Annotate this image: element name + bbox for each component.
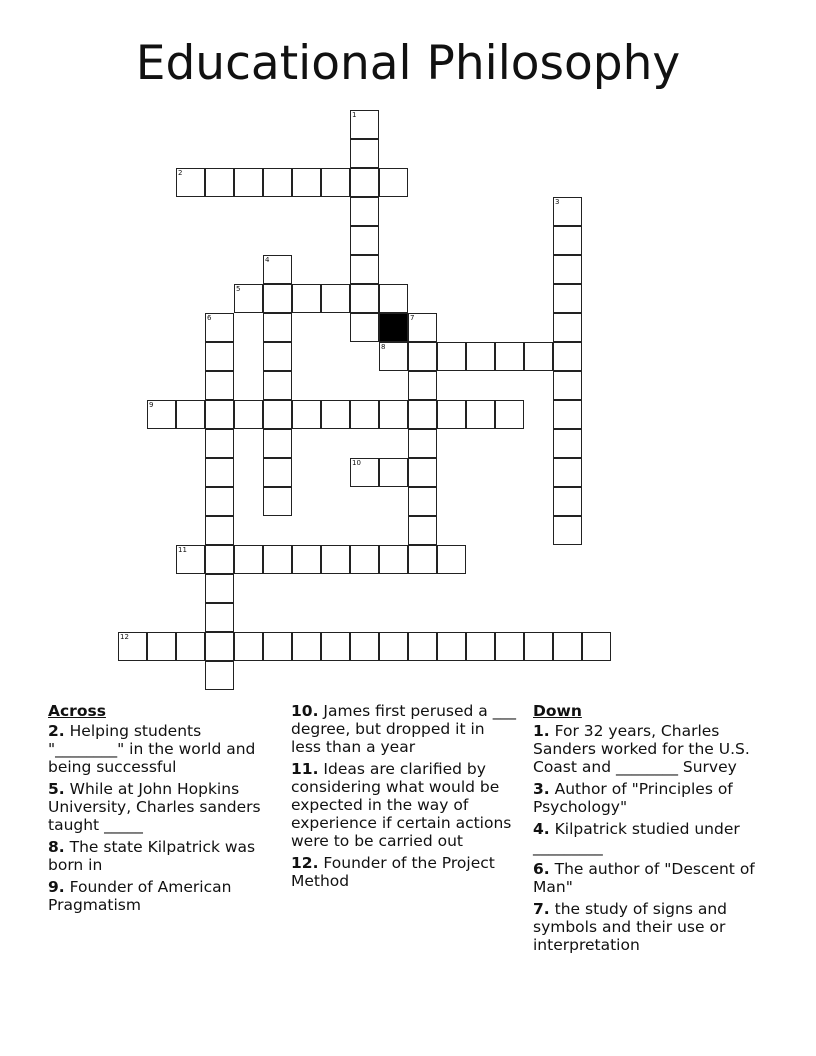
grid-cell[interactable] — [234, 168, 263, 197]
grid-cell[interactable] — [437, 400, 466, 429]
grid-cell[interactable] — [205, 400, 234, 429]
grid-cell[interactable] — [321, 168, 350, 197]
grid-cell[interactable] — [263, 429, 292, 458]
grid-cell[interactable] — [350, 255, 379, 284]
grid-cell[interactable] — [292, 400, 321, 429]
clue-num: 10. — [291, 702, 319, 720]
clue-number: 4 — [265, 256, 270, 264]
down-clue — [533, 900, 773, 954]
grid-cell[interactable] — [350, 458, 379, 487]
grid-cell[interactable] — [379, 342, 408, 371]
clue-number: 6 — [207, 314, 212, 322]
grid-cell[interactable] — [205, 545, 234, 574]
down-heading: Down — [533, 702, 582, 720]
clue-num: 5. — [48, 780, 65, 798]
grid-cell[interactable] — [437, 632, 466, 661]
grid-cell[interactable] — [553, 313, 582, 342]
grid-cell[interactable] — [379, 168, 408, 197]
across-clue — [48, 722, 280, 776]
grid-cell[interactable] — [263, 400, 292, 429]
grid-cell[interactable] — [524, 632, 553, 661]
grid-cell[interactable] — [379, 400, 408, 429]
clue-text: the study of signs and symbols and their use or interpretation — [533, 900, 727, 954]
grid-cell[interactable] — [292, 168, 321, 197]
clue-text: While at John Hopkins University, Charles sanders taught _____ — [48, 780, 261, 834]
clue-number: 3 — [555, 198, 560, 206]
clue-num: 4. — [533, 820, 550, 838]
across-clues-column — [48, 702, 280, 918]
grid-cell[interactable] — [234, 632, 263, 661]
grid-cell[interactable] — [234, 545, 263, 574]
grid-cell[interactable] — [205, 371, 234, 400]
grid-cell[interactable] — [263, 632, 292, 661]
clue-number: 9 — [149, 401, 154, 409]
clue-text: For 32 years, Charles Sanders worked for the U.S. Coast and ________ Survey — [533, 722, 750, 776]
across-clues-column-2 — [291, 702, 517, 894]
clue-text: Founder of American Pragmatism — [48, 878, 232, 914]
grid-cell[interactable] — [553, 255, 582, 284]
grid-cell[interactable] — [292, 545, 321, 574]
grid-cell[interactable] — [350, 110, 379, 139]
clue-number: 7 — [410, 314, 415, 322]
grid-cell[interactable] — [176, 632, 205, 661]
grid-cell[interactable] — [176, 400, 205, 429]
grid-cell[interactable] — [582, 632, 611, 661]
clue-text: The author of "Descent of Man" — [533, 860, 755, 896]
grid-cell[interactable] — [263, 284, 292, 313]
grid-cell[interactable] — [379, 545, 408, 574]
grid-cell[interactable] — [234, 400, 263, 429]
grid-cell[interactable] — [292, 632, 321, 661]
grid-cell[interactable] — [408, 313, 437, 342]
grid-cell[interactable] — [466, 342, 495, 371]
grid-cell[interactable] — [263, 545, 292, 574]
grid-cell[interactable] — [350, 313, 379, 342]
across-clue — [48, 838, 280, 874]
grid-cell[interactable] — [292, 284, 321, 313]
clue-text: Helping students "________" in the world and being successful — [48, 722, 256, 776]
clue-text: The state Kilpatrick was born in — [48, 838, 256, 874]
grid-cell[interactable] — [118, 632, 147, 661]
grid-cell[interactable] — [176, 168, 205, 197]
down-clue — [533, 780, 773, 816]
down-clues-column — [533, 702, 773, 958]
grid-cell[interactable] — [379, 632, 408, 661]
grid-cell[interactable] — [263, 458, 292, 487]
grid-cell[interactable] — [350, 545, 379, 574]
grid-cell[interactable] — [408, 545, 437, 574]
grid-cell[interactable] — [553, 371, 582, 400]
clue-text: Author of "Principles of Psychology" — [533, 780, 733, 816]
grid-cell[interactable] — [205, 603, 234, 632]
across-clue — [291, 854, 517, 890]
grid-cell[interactable] — [263, 313, 292, 342]
across-clue — [291, 702, 517, 756]
across-clue — [291, 760, 517, 850]
grid-cell[interactable] — [350, 139, 379, 168]
grid-cell[interactable] — [147, 400, 176, 429]
grid-cell[interactable] — [553, 284, 582, 313]
grid-cell[interactable] — [205, 574, 234, 603]
grid-cell[interactable] — [263, 487, 292, 516]
grid-cell[interactable] — [466, 632, 495, 661]
grid-cell[interactable] — [408, 487, 437, 516]
grid-cell[interactable] — [205, 487, 234, 516]
grid-cell[interactable] — [553, 226, 582, 255]
grid-cell[interactable] — [466, 400, 495, 429]
grid-cell[interactable] — [205, 429, 234, 458]
grid-cell[interactable] — [553, 487, 582, 516]
grid-cell[interactable] — [408, 458, 437, 487]
down-clue — [533, 820, 773, 856]
clue-number: 5 — [236, 285, 241, 293]
clue-text: Founder of the Project Method — [291, 854, 495, 890]
across-clue — [48, 878, 280, 914]
grid-cell[interactable] — [379, 284, 408, 313]
grid-cell[interactable] — [408, 429, 437, 458]
clue-num: 3. — [533, 780, 550, 798]
grid-cell[interactable] — [321, 545, 350, 574]
clue-num: 1. — [533, 722, 550, 740]
grid-cell[interactable] — [321, 400, 350, 429]
grid-cell[interactable] — [263, 255, 292, 284]
grid-cell[interactable] — [176, 545, 205, 574]
grid-cell[interactable] — [263, 168, 292, 197]
grid-cell[interactable] — [553, 342, 582, 371]
grid-cell[interactable] — [350, 226, 379, 255]
across-heading: Across — [48, 702, 106, 720]
clue-num: 6. — [533, 860, 550, 878]
clue-num: 11. — [291, 760, 319, 778]
grid-cell[interactable] — [408, 632, 437, 661]
clue-num: 7. — [533, 900, 550, 918]
grid-cell[interactable] — [147, 632, 176, 661]
clue-number: 2 — [178, 169, 183, 177]
clue-number: 10 — [352, 459, 361, 467]
clue-num: 9. — [48, 878, 65, 896]
clue-number: 1 — [352, 111, 357, 119]
grid-cell[interactable] — [553, 197, 582, 226]
page-title: Educational Philosophy — [135, 36, 681, 91]
grid-cell[interactable] — [408, 516, 437, 545]
grid-cell[interactable] — [553, 458, 582, 487]
black-cell — [379, 313, 408, 342]
grid-cell[interactable] — [350, 168, 379, 197]
grid-cell[interactable] — [553, 429, 582, 458]
clue-num: 12. — [291, 854, 319, 872]
grid-cell[interactable] — [437, 342, 466, 371]
grid-cell[interactable] — [408, 371, 437, 400]
grid-cell[interactable] — [350, 632, 379, 661]
clue-num: 8. — [48, 838, 65, 856]
grid-cell[interactable] — [234, 284, 263, 313]
grid-cell[interactable] — [205, 458, 234, 487]
grid-cell[interactable] — [321, 284, 350, 313]
grid-cell[interactable] — [263, 371, 292, 400]
grid-cell[interactable] — [350, 197, 379, 226]
grid-cell[interactable] — [553, 632, 582, 661]
grid-cell[interactable] — [205, 342, 234, 371]
grid-cell[interactable] — [263, 342, 292, 371]
grid-cell[interactable] — [437, 545, 466, 574]
clue-text: Kilpatrick studied under _________ — [533, 820, 740, 856]
grid-cell[interactable] — [205, 168, 234, 197]
grid-cell[interactable] — [350, 400, 379, 429]
grid-cell[interactable] — [408, 400, 437, 429]
across-clue — [48, 780, 280, 834]
clue-text: James first perused a ___ degree, but dropped it in less than a year — [291, 702, 516, 756]
clue-number: 8 — [381, 343, 386, 351]
grid-cell[interactable] — [408, 342, 437, 371]
grid-cell[interactable] — [205, 516, 234, 545]
grid-cell[interactable] — [553, 516, 582, 545]
grid-cell[interactable] — [205, 632, 234, 661]
grid-cell[interactable] — [205, 313, 234, 342]
grid-cell[interactable] — [495, 342, 524, 371]
clue-num: 2. — [48, 722, 65, 740]
grid-cell[interactable] — [524, 342, 553, 371]
grid-cell[interactable] — [321, 632, 350, 661]
grid-cell[interactable] — [553, 400, 582, 429]
clue-text: Ideas are clarified by considering what would be expected in the way of experience if certain actions were to be carried out — [291, 760, 512, 850]
grid-cell[interactable] — [379, 458, 408, 487]
clue-number: 11 — [178, 546, 187, 554]
grid-cell[interactable] — [350, 284, 379, 313]
grid-cell[interactable] — [495, 632, 524, 661]
grid-cell[interactable] — [495, 400, 524, 429]
grid-cell[interactable] — [205, 661, 234, 690]
clue-number: 12 — [120, 633, 129, 641]
down-clue — [533, 860, 773, 896]
down-clue — [533, 722, 773, 776]
